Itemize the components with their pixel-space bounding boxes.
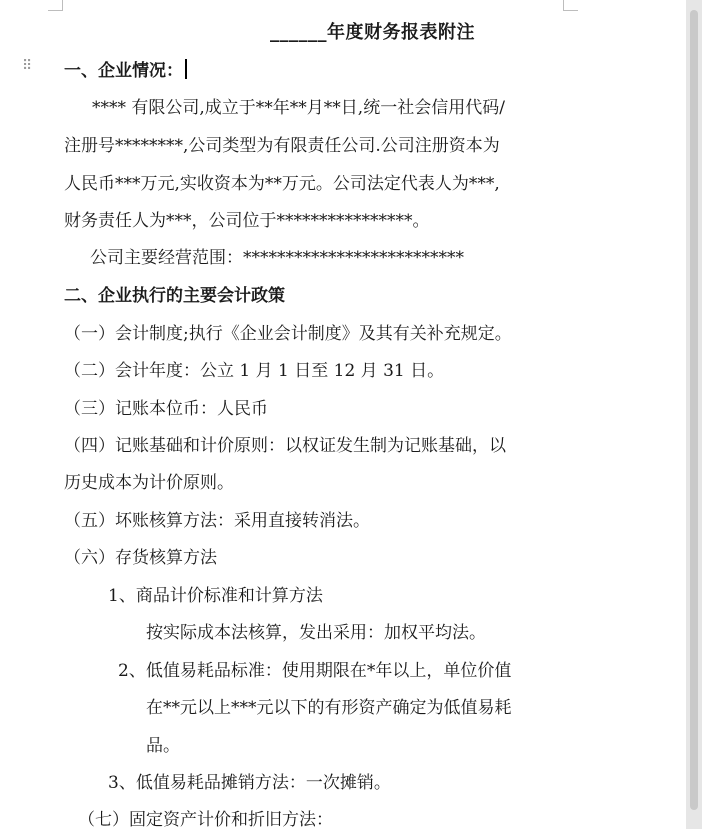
list-item[interactable]: （七）固定资产计价和折旧方法：	[78, 810, 333, 830]
list-item[interactable]: （二）会计年度：公立 1 月 1 日至 12 月 31 日。	[64, 361, 445, 381]
list-item[interactable]: （五）坏账核算方法：采用直接转消法。	[64, 511, 370, 531]
list-item-continuation[interactable]: 历史成本为计价原则。	[64, 473, 234, 493]
paragraph-line[interactable]: 财务责任人为***，公司位于****************。	[64, 211, 430, 231]
scrollbar-thumb[interactable]	[690, 10, 698, 810]
sub-list-item[interactable]: 3、低值易耗品摊销方法：一次摊销。	[108, 773, 391, 793]
list-item[interactable]: （三）记账本位币：人民币	[64, 399, 268, 419]
sub-list-item-detail[interactable]: 按实际成本法核算，发出采用：加权平均法。	[146, 623, 486, 643]
section-heading-1[interactable]	[64, 56, 187, 81]
crop-mark-top-right	[563, 0, 578, 11]
sub-list-item-continuation[interactable]: 品。	[146, 736, 180, 756]
list-item[interactable]: （一）会计制度;执行《企业会计制度》及其有关补充规定。	[64, 324, 512, 344]
document-title[interactable]: ______年度财务报表附注	[270, 22, 475, 43]
section-heading-2[interactable]: 二、企业执行的主要会计政策	[64, 286, 285, 306]
paragraph-line[interactable]: 注册号********,公司类型为有限责任公司.公司注册资本为	[64, 136, 500, 156]
section-heading-1-text: 一、企业情况：	[64, 61, 183, 81]
drag-handle-icon[interactable]: ⠿	[22, 58, 31, 74]
crop-mark-top-left	[48, 0, 63, 11]
paragraph-line[interactable]: **** 有限公司,成立于**年**月**日,统一社会信用代码/	[92, 98, 505, 118]
sub-list-item[interactable]: 2、低值易耗品标准：使用期限在*年以上，单位价值	[118, 661, 512, 681]
text-cursor	[185, 59, 187, 79]
sub-list-item-continuation[interactable]: 在**元以上***元以下的有形资产确定为低值易耗	[146, 698, 512, 718]
paragraph-line[interactable]: 人民币***万元,实收资本为**万元。公司法定代表人为***,	[64, 174, 500, 194]
list-item[interactable]: （四）记账基础和计价原则：以权证发生制为记账基础，以	[64, 436, 506, 456]
sub-list-item[interactable]: 1、商品计价标准和计算方法	[108, 586, 323, 606]
paragraph-line[interactable]: 公司主要经营范围：**************************	[90, 248, 464, 268]
list-item[interactable]: （六）存货核算方法	[64, 548, 217, 568]
